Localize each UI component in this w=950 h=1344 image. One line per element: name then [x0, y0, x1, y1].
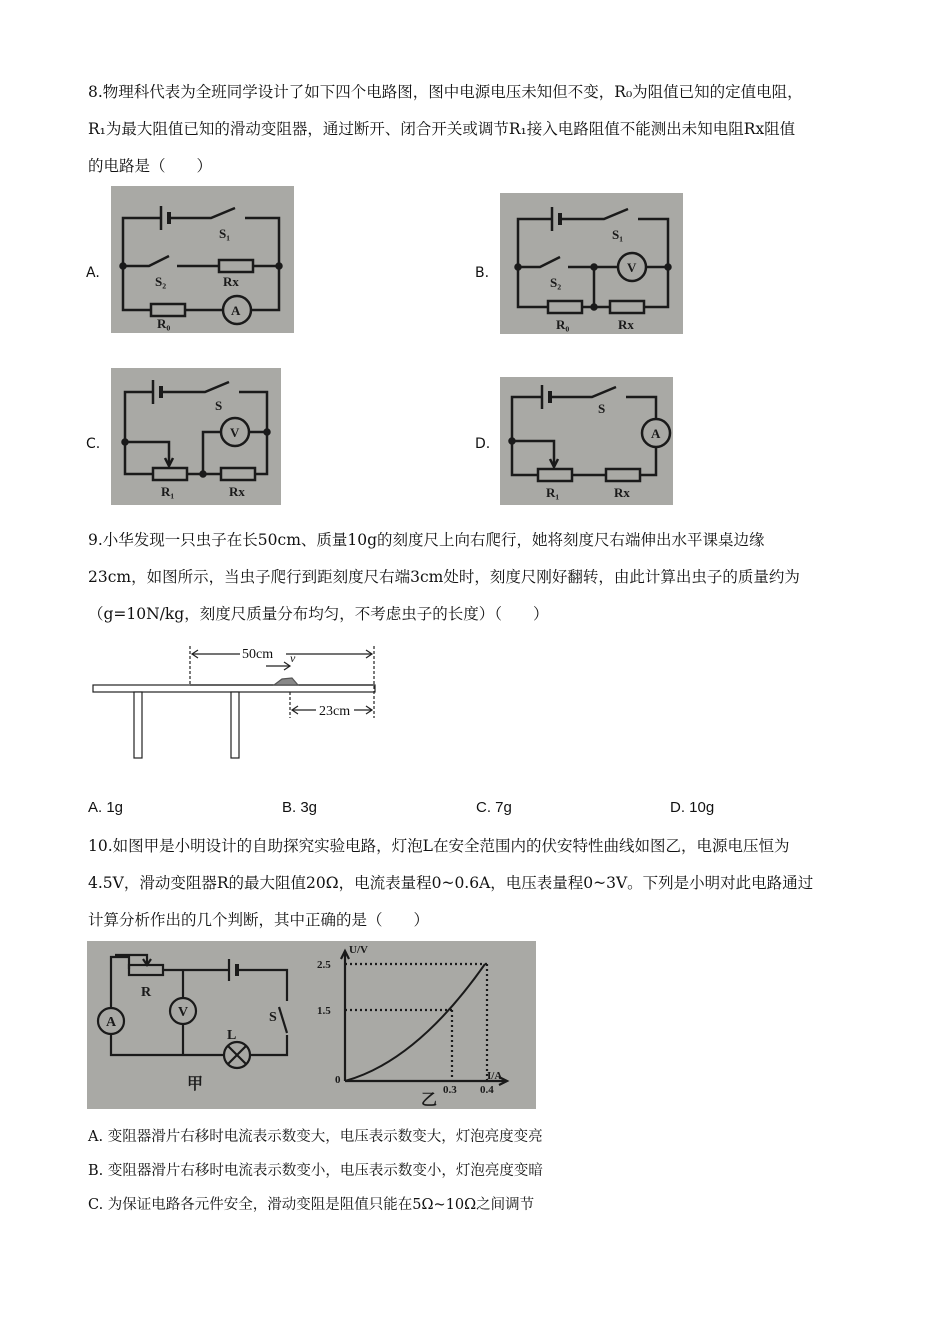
q9-choice-b: B. 3g	[282, 799, 318, 816]
overhang-length-label: 23cm	[319, 704, 351, 719]
q10-choice-b: B. 变阻器滑片右移时电流表示数变小，电压表示数变小，灯泡亮度变暗	[88, 1163, 543, 1179]
circuit-b-figure	[500, 193, 683, 334]
q9-choice-a: A. 1g	[88, 799, 124, 816]
q10-lamp-label: L	[227, 1028, 237, 1043]
q9-text-line-1: 9.小华发现一只虫子在长50cm、质量10g的刻度尺上向右爬行，她将刻度尺右端伸出水平课桌边缘	[88, 531, 765, 549]
circuit-c-voltmeter-label: V	[230, 425, 240, 440]
q10-graph-i-axis-label: I/A	[487, 1070, 503, 1082]
q10-graph-origin-label: 0	[335, 1074, 341, 1086]
ruler-on-desk-figure	[90, 638, 390, 763]
circuit-a-s2-label: S₂	[155, 274, 167, 289]
circuit-a-r0-label: R₀	[157, 316, 171, 331]
q10-rheostat-label: R	[141, 985, 152, 1000]
q10-figure	[87, 941, 536, 1109]
circuit-a-ammeter-label: A	[231, 303, 241, 318]
circuit-d-rx-label: Rx	[614, 485, 630, 500]
circuit-b-s2-label: S₂	[550, 275, 562, 290]
circuit-a-figure	[111, 186, 294, 333]
q10-figure-jia-label: 甲	[187, 1076, 204, 1093]
circuit-d-figure	[500, 377, 673, 505]
q10-graph-y-tick-2.5: 2.5	[317, 959, 331, 971]
q10-text-line-1: 10.如图甲是小明设计的自助探究实验电路，灯泡L在安全范围内的伏安特性曲线如图乙，电源电压恒为	[88, 837, 790, 855]
q10-voltmeter-label: V	[178, 1005, 189, 1020]
circuit-d-s-label: S	[598, 401, 606, 416]
q9-text-line-3: （g=10N/kg，刻度尺质量分布均匀，不考虑虫子的长度）（ ）	[88, 605, 549, 623]
circuit-b-rx-label: Rx	[618, 317, 634, 332]
circuit-b-s1-label: S₁	[612, 227, 624, 242]
circuit-b-voltmeter-label: V	[627, 260, 637, 275]
q10-choice-c: C. 为保证电路各元件安全，滑动变阻是阻值只能在5Ω~10Ω之间调节	[88, 1197, 535, 1213]
q8-option-d-label: D.	[475, 436, 491, 452]
circuit-c-rx-label: Rx	[229, 484, 245, 499]
q10-choice-a: A. 变阻器滑片右移时电流表示数变大，电压表示数变大，灯泡亮度变亮	[88, 1129, 543, 1145]
q8-option-b-label: B.	[475, 265, 490, 281]
q10-graph-x-tick-0.4: 0.4	[480, 1084, 494, 1096]
ruler-length-label: 50cm	[242, 647, 274, 662]
circuit-d-r1-label: R₁	[546, 485, 560, 500]
q10-graph-x-tick-0.3: 0.3	[443, 1084, 457, 1096]
q10-switch-label: S	[269, 1010, 277, 1025]
q10-text-line-3: 计算分析作出的几个判断，其中正确的是（ ）	[88, 911, 430, 929]
q8-option-c-label: C.	[86, 436, 101, 452]
q9-choice-c: C. 7g	[476, 799, 512, 816]
circuit-d-ammeter-label: A	[651, 426, 661, 441]
circuit-a-s1-label: S₁	[219, 226, 231, 241]
circuit-c-r1-label: R₁	[161, 484, 175, 499]
bug-velocity-label: v	[290, 651, 296, 665]
q9-text-line-2: 23cm，如图所示，当虫子爬行到距刻度尺右端3cm处时，刻度尺刚好翻转，由此计算出虫子的质量约为	[88, 568, 800, 586]
q10-figure-yi-label: 乙	[421, 1092, 438, 1109]
q8-option-a-label: A.	[86, 265, 100, 281]
circuit-b-r0-label: R₀	[556, 317, 570, 332]
q10-graph-u-axis-label: U/V	[349, 944, 368, 956]
circuit-c-figure	[111, 368, 281, 505]
q10-ammeter-label: A	[106, 1015, 117, 1030]
q9-choice-d: D. 10g	[670, 799, 715, 816]
q10-text-line-2: 4.5V，滑动变阻器R的最大阻值20Ω，电流表量程0~0.6A，电压表量程0~3V。下列是小明对此电路通过	[88, 874, 814, 892]
q8-text-line-3: 的电路是（ ）	[88, 157, 213, 175]
q10-graph-y-tick-1.5: 1.5	[317, 1005, 331, 1017]
q8-text-line-2: R₁为最大阻值已知的滑动变阻器，通过断开、闭合开关或调节R₁接入电路阻值不能测出未知电阻Rx阻值	[88, 120, 796, 138]
q8-text-line-1: 8.物理科代表为全班同学设计了如下四个电路图，图中电源电压未知但不变，R₀为阻值已知的定值电阻，	[88, 83, 803, 101]
circuit-c-s-label: S	[215, 398, 223, 413]
circuit-a-rx-label: Rx	[223, 274, 239, 289]
